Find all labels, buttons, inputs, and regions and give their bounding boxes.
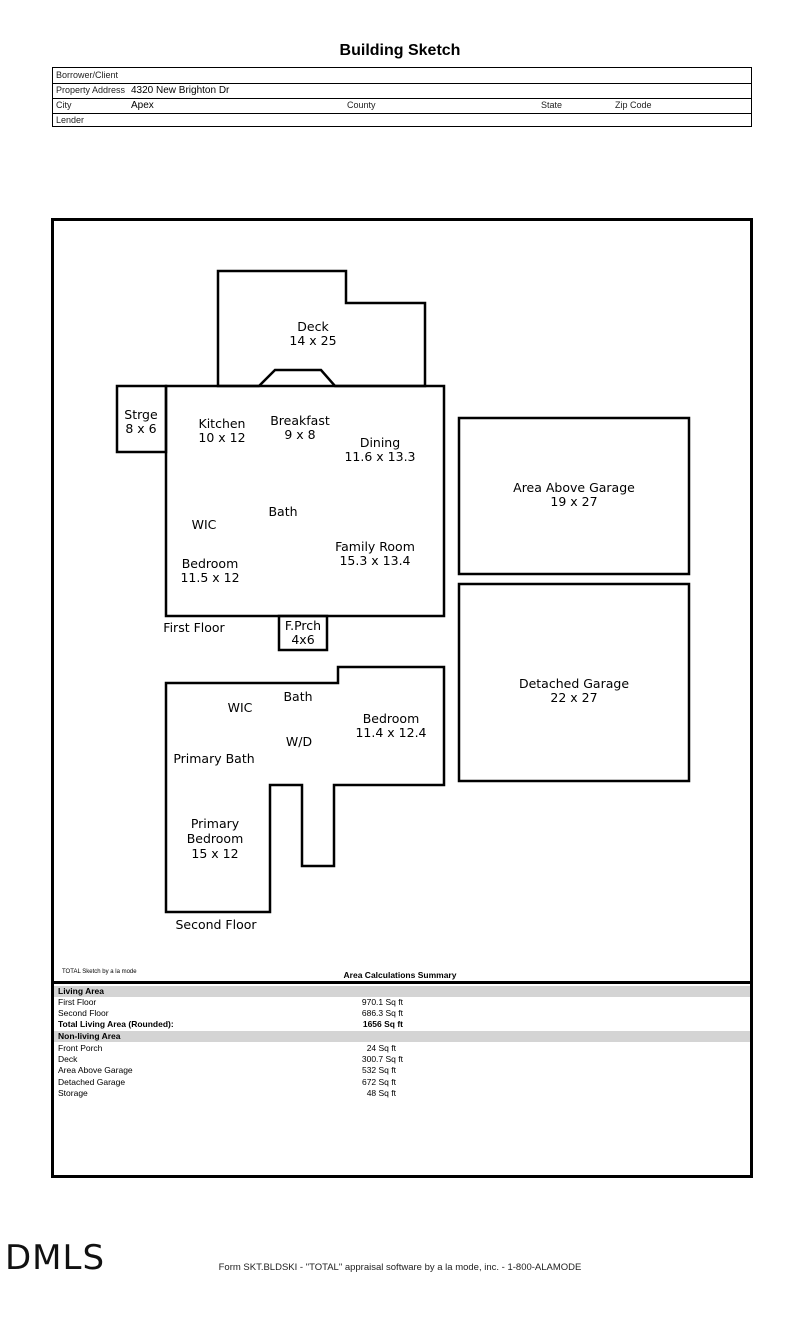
dmls-logo: DMLS xyxy=(5,1238,106,1278)
borrower-label: Borrower/Client xyxy=(56,70,119,80)
form-footer: Form SKT.BLDSKI - "TOTAL" appraisal software by a la mode, inc. - 1-800-ALAMODE xyxy=(218,1262,582,1273)
address-label: Property Address xyxy=(56,85,126,95)
wic-label: WIC xyxy=(191,517,217,532)
storage-label: Strge 8 x 6 xyxy=(124,407,158,436)
area-above-garage-label: Area Above Garage 19 x 27 xyxy=(513,480,635,509)
living-area-band xyxy=(54,986,750,997)
city-value: Apex xyxy=(131,100,154,111)
city-label: City xyxy=(56,100,72,110)
summary-divider xyxy=(51,981,753,984)
detached-garage-label: Detached Garage 22 x 27 xyxy=(518,676,630,705)
family-room-label: Family Room 15.3 x 13.4 xyxy=(335,539,415,568)
address-value: 4320 New Brighton Dr xyxy=(131,85,230,96)
non-living-area-band xyxy=(54,1031,750,1042)
lender-label: Lender xyxy=(56,115,85,125)
first-floor-area-value: 970.1 Sq ft xyxy=(361,997,403,1007)
second-floor-area-label: Second Floor xyxy=(58,1008,109,1018)
living-area-heading: Living Area xyxy=(58,986,104,996)
non-living-heading: Non-living Area xyxy=(58,1031,121,1041)
state-label: State xyxy=(541,100,563,110)
dining-label: Dining 11.6 x 13.3 xyxy=(344,435,416,464)
county-label: County xyxy=(347,100,376,110)
detached-garage-area-label: Detached Garage xyxy=(58,1077,126,1087)
area-above-garage-area-label: Area Above Garage xyxy=(58,1065,133,1075)
second-floor-label: Second Floor xyxy=(175,917,257,932)
deck-area-value: 300.7 Sq ft xyxy=(361,1054,403,1064)
primary-bedroom-label: Primary Bedroom 15 x 12 xyxy=(186,816,244,861)
breakfast-label: Breakfast 9 x 8 xyxy=(270,413,330,442)
bath-label: Bath xyxy=(268,504,298,519)
wic-upper-label: WIC xyxy=(227,700,253,715)
deck-label: Deck 14 x 25 xyxy=(289,319,337,348)
bath-upper-label: Bath xyxy=(283,689,313,704)
area-above-garage-area-value: 532 Sq ft xyxy=(361,1065,396,1075)
total-living-label: Total Living Area (Rounded): xyxy=(58,1019,174,1029)
summary-title: Area Calculations Summary xyxy=(343,970,457,980)
front-porch-value: 24 Sq ft xyxy=(366,1043,396,1053)
kitchen-label: Kitchen 10 x 12 xyxy=(198,416,246,445)
deck-area-label: Deck xyxy=(58,1054,78,1064)
zip-label: Zip Code xyxy=(615,100,652,110)
storage-area-value: 48 Sq ft xyxy=(366,1088,396,1098)
porch-label: F.Prch 4x6 xyxy=(284,618,322,647)
storage-area-label: Storage xyxy=(58,1088,88,1098)
sketch-credit: TOTAL Sketch by a la mode xyxy=(62,969,137,975)
bedroom-label: Bedroom 11.5 x 12 xyxy=(180,556,240,585)
primary-bath-label: Primary Bath xyxy=(173,751,255,766)
front-porch-label: Front Porch xyxy=(58,1043,103,1053)
total-living-value: 1656 Sq ft xyxy=(362,1019,403,1029)
detached-garage-area-value: 672 Sq ft xyxy=(361,1077,396,1087)
first-floor-area-label: First Floor xyxy=(58,997,97,1007)
bedroom-upper-label: Bedroom 11.4 x 12.4 xyxy=(355,711,427,740)
washer-dryer-label: W/D xyxy=(285,734,313,749)
page-title: Building Sketch xyxy=(339,42,461,59)
first-floor-label: First Floor xyxy=(163,620,225,635)
second-floor-area-value: 686.3 Sq ft xyxy=(361,1008,403,1018)
